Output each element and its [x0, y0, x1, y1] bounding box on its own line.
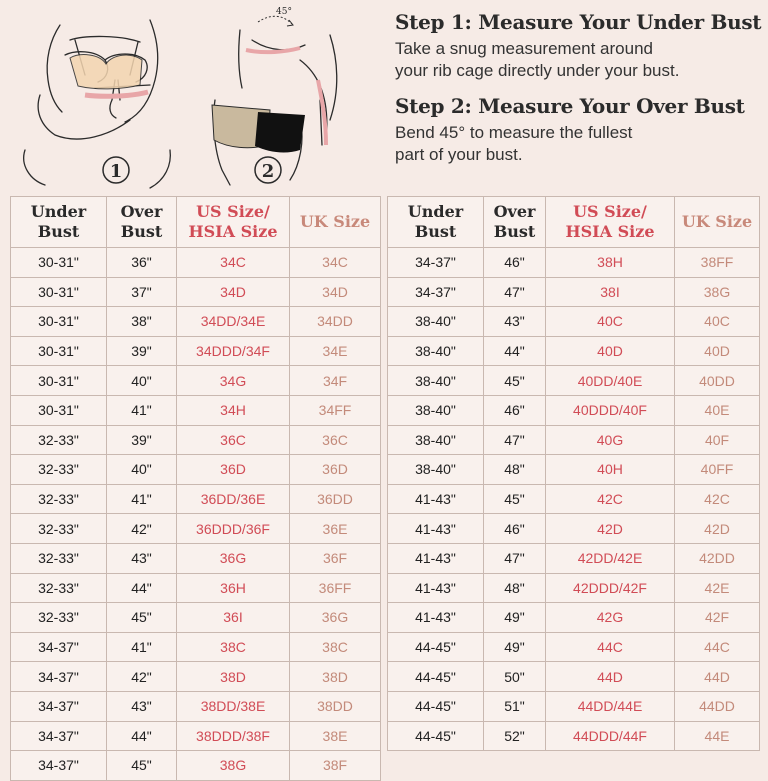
under-bust-tape [85, 92, 148, 96]
over-bust-cell: 42" [107, 662, 177, 692]
under-bust-cell: 30-31" [11, 366, 107, 396]
uk-size-cell: 38G [675, 277, 760, 307]
table-row [388, 484, 760, 514]
header-under-bust: Under Bust [388, 197, 484, 248]
uk-size-cell: 34DD [290, 307, 381, 337]
uk-size-cell: 40F [675, 425, 760, 455]
under-bust-cell: 32-33" [11, 543, 107, 573]
us-size-cell: 40D [546, 336, 675, 366]
over-bust-cell: 44" [107, 721, 177, 751]
over-bust-cell: 47" [484, 425, 546, 455]
size-table-left [10, 196, 381, 781]
over-bust-cell: 41" [107, 484, 177, 514]
us-size-cell: 38D [177, 662, 290, 692]
under-bust-cell: 30-31" [11, 395, 107, 425]
under-bust-cell: 30-31" [11, 307, 107, 337]
over-bust-cell: 43" [484, 307, 546, 337]
table-row [11, 514, 381, 544]
uk-size-cell: 36E [290, 514, 381, 544]
us-size-cell: 44DD/44E [546, 691, 675, 721]
step2-line2: part of your bust. [395, 145, 523, 164]
under-bust-cell: 34-37" [11, 662, 107, 692]
table-row [388, 277, 760, 307]
over-bust-cell: 41" [107, 632, 177, 662]
table-row [11, 691, 381, 721]
over-bust-cell: 36" [107, 248, 177, 278]
uk-size-cell: 44DD [675, 691, 760, 721]
measurement-illustrations [0, 0, 385, 195]
step2-line1: Bend 45° to measure the fullest [395, 123, 633, 142]
table-row [388, 425, 760, 455]
us-size-cell: 42D [546, 514, 675, 544]
uk-size-cell: 44D [675, 662, 760, 692]
under-bust-cell: 38-40" [388, 455, 484, 485]
uk-size-cell: 34D [290, 277, 381, 307]
uk-size-cell: 40C [675, 307, 760, 337]
under-bust-cell: 32-33" [11, 603, 107, 633]
uk-size-cell: 40DD [675, 366, 760, 396]
over-bust-cell: 44" [484, 336, 546, 366]
table-row [11, 366, 381, 396]
us-size-cell: 36DD/36E [177, 484, 290, 514]
us-size-cell: 38H [546, 248, 675, 278]
over-bust-cell: 49" [484, 632, 546, 662]
header-us-size: US Size/ HSIA Size [546, 197, 675, 248]
us-size-cell: 36I [177, 603, 290, 633]
us-size-cell: 44D [546, 662, 675, 692]
table-row [388, 514, 760, 544]
uk-size-cell: 42F [675, 603, 760, 633]
header-us-size: US Size/ HSIA Size [177, 197, 290, 248]
us-size-cell: 38C [177, 632, 290, 662]
under-bust-cell: 34-37" [11, 691, 107, 721]
uk-size-cell: 42D [675, 514, 760, 544]
under-bust-cell: 38-40" [388, 366, 484, 396]
uk-size-cell: 36F [290, 543, 381, 573]
instructions [395, 10, 760, 178]
size-table-right [387, 196, 760, 751]
header-uk-size: UK Size [290, 197, 381, 248]
shorts-black [255, 112, 305, 153]
over-bust-cell: 51" [484, 691, 546, 721]
uk-size-cell: 36D [290, 455, 381, 485]
over-bust-cell: 41" [107, 395, 177, 425]
table-row [388, 721, 760, 751]
uk-size-cell: 42E [675, 573, 760, 603]
us-size-cell: 38DD/38E [177, 691, 290, 721]
uk-size-cell: 38FF [675, 248, 760, 278]
angle-label: 45° [276, 7, 292, 17]
over-bust-cell: 46" [484, 248, 546, 278]
under-bust-cell: 34-37" [388, 248, 484, 278]
us-size-cell: 34C [177, 248, 290, 278]
under-bust-cell: 38-40" [388, 395, 484, 425]
us-size-cell: 34D [177, 277, 290, 307]
over-bust-cell: 45" [484, 484, 546, 514]
table-row [388, 603, 760, 633]
table-row [388, 455, 760, 485]
step2-number: 2 [261, 161, 275, 182]
over-bust-cell: 38" [107, 307, 177, 337]
over-bust-cell: 43" [107, 543, 177, 573]
table-row [388, 336, 760, 366]
us-size-cell: 34G [177, 366, 290, 396]
us-size-cell: 44C [546, 632, 675, 662]
us-size-cell: 34DD/34E [177, 307, 290, 337]
table-row [388, 307, 760, 337]
table-row [11, 573, 381, 603]
table-row [388, 366, 760, 396]
over-bust-cell: 46" [484, 395, 546, 425]
table-row [11, 751, 381, 781]
over-bust-cell: 45" [107, 751, 177, 781]
under-bust-cell: 44-45" [388, 662, 484, 692]
under-bust-cell: 41-43" [388, 484, 484, 514]
us-size-cell: 40C [546, 307, 675, 337]
uk-size-cell: 34F [290, 366, 381, 396]
over-bust-cell: 47" [484, 277, 546, 307]
uk-size-cell: 42DD [675, 543, 760, 573]
over-bust-cell: 45" [484, 366, 546, 396]
under-bust-cell: 38-40" [388, 336, 484, 366]
us-size-cell: 36D [177, 455, 290, 485]
table-row [388, 395, 760, 425]
step1-number: 1 [109, 161, 123, 182]
header-under-bust: Under Bust [11, 197, 107, 248]
table-row [11, 248, 381, 278]
uk-size-cell: 38F [290, 751, 381, 781]
table-row [388, 543, 760, 573]
table-row [388, 691, 760, 721]
over-bust-cell: 43" [107, 691, 177, 721]
under-bust-cell: 38-40" [388, 425, 484, 455]
step2-title: Step 2: Measure Your Over Bust [395, 94, 745, 118]
us-size-cell: 40DD/40E [546, 366, 675, 396]
uk-size-cell: 38DD [290, 691, 381, 721]
uk-size-cell: 38D [290, 662, 381, 692]
step1-line1: Take a snug measurement around [395, 39, 653, 58]
angle-arrow [258, 16, 292, 24]
over-bust-cell: 48" [484, 573, 546, 603]
uk-size-cell: 36FF [290, 573, 381, 603]
over-bust-cell: 40" [107, 366, 177, 396]
table-row [388, 632, 760, 662]
over-bust-cell: 45" [107, 603, 177, 633]
under-bust-cell: 32-33" [11, 455, 107, 485]
us-size-cell: 42DD/42E [546, 543, 675, 573]
table-row [11, 662, 381, 692]
table-header-row [388, 197, 760, 248]
uk-size-cell: 38E [290, 721, 381, 751]
under-bust-cell: 30-31" [11, 277, 107, 307]
under-bust-cell: 30-31" [11, 336, 107, 366]
us-size-cell: 44DDD/44F [546, 721, 675, 751]
us-size-cell: 40H [546, 455, 675, 485]
table-row [388, 662, 760, 692]
step2-body [395, 122, 760, 166]
table-row [11, 632, 381, 662]
under-bust-cell: 34-37" [11, 751, 107, 781]
under-bust-cell: 41-43" [388, 543, 484, 573]
us-size-cell: 40G [546, 425, 675, 455]
under-bust-cell: 38-40" [388, 307, 484, 337]
uk-size-cell: 42C [675, 484, 760, 514]
us-size-cell: 36H [177, 573, 290, 603]
table-row [11, 336, 381, 366]
us-size-cell: 42C [546, 484, 675, 514]
uk-size-cell: 34C [290, 248, 381, 278]
over-bust-cell: 44" [107, 573, 177, 603]
uk-size-cell: 34FF [290, 395, 381, 425]
step1-body [395, 38, 760, 82]
step1-line2: your rib cage directly under your bust. [395, 61, 680, 80]
table-row [11, 455, 381, 485]
under-bust-cell: 32-33" [11, 573, 107, 603]
uk-size-cell: 44C [675, 632, 760, 662]
under-bust-cell: 32-33" [11, 425, 107, 455]
table-row [11, 603, 381, 633]
over-bust-cell: 42" [107, 514, 177, 544]
table-row [11, 307, 381, 337]
header-uk-size: UK Size [675, 197, 760, 248]
header-over-bust: Over Bust [484, 197, 546, 248]
over-bust-cell: 39" [107, 425, 177, 455]
us-size-cell: 34H [177, 395, 290, 425]
us-size-cell: 38I [546, 277, 675, 307]
over-bust-cell: 37" [107, 277, 177, 307]
table-header-row [11, 197, 381, 248]
us-size-cell: 38DDD/38F [177, 721, 290, 751]
uk-size-cell: 40E [675, 395, 760, 425]
under-bust-cell: 44-45" [388, 691, 484, 721]
us-size-cell: 34DDD/34F [177, 336, 290, 366]
under-bust-cell: 44-45" [388, 721, 484, 751]
uk-size-cell: 40D [675, 336, 760, 366]
uk-size-cell: 36G [290, 603, 381, 633]
over-bust-cell: 46" [484, 514, 546, 544]
over-bust-cell: 40" [107, 455, 177, 485]
over-bust-cell: 50" [484, 662, 546, 692]
table-row [388, 248, 760, 278]
us-size-cell: 42G [546, 603, 675, 633]
under-bust-cell: 41-43" [388, 573, 484, 603]
header-over-bust: Over Bust [107, 197, 177, 248]
us-size-cell: 42DDD/42F [546, 573, 675, 603]
under-bust-cell: 34-37" [11, 632, 107, 662]
under-bust-cell: 32-33" [11, 484, 107, 514]
under-bust-cell: 30-31" [11, 248, 107, 278]
under-bust-cell: 44-45" [388, 632, 484, 662]
uk-size-cell: 36DD [290, 484, 381, 514]
table-row [11, 425, 381, 455]
under-bust-figure [24, 20, 171, 188]
uk-size-cell: 34E [290, 336, 381, 366]
us-size-cell: 36G [177, 543, 290, 573]
step1-title: Step 1: Measure Your Under Bust [395, 10, 762, 34]
over-bust-cell: 39" [107, 336, 177, 366]
over-bust-cell: 48" [484, 455, 546, 485]
us-size-cell: 38G [177, 751, 290, 781]
over-bust-cell: 47" [484, 543, 546, 573]
table-row [11, 543, 381, 573]
uk-size-cell: 44E [675, 721, 760, 751]
over-bust-cell: 52" [484, 721, 546, 751]
table-row [11, 395, 381, 425]
uk-size-cell: 38C [290, 632, 381, 662]
table-row [11, 721, 381, 751]
under-bust-cell: 41-43" [388, 514, 484, 544]
uk-size-cell: 40FF [675, 455, 760, 485]
uk-size-cell: 36C [290, 425, 381, 455]
under-bust-cell: 41-43" [388, 603, 484, 633]
under-bust-cell: 34-37" [11, 721, 107, 751]
us-size-cell: 40DDD/40F [546, 395, 675, 425]
table-row [11, 277, 381, 307]
table-row [388, 573, 760, 603]
us-size-cell: 36DDD/36F [177, 514, 290, 544]
table-row [11, 484, 381, 514]
us-size-cell: 36C [177, 425, 290, 455]
over-bust-cell: 49" [484, 603, 546, 633]
under-bust-cell: 32-33" [11, 514, 107, 544]
under-bust-cell: 34-37" [388, 277, 484, 307]
